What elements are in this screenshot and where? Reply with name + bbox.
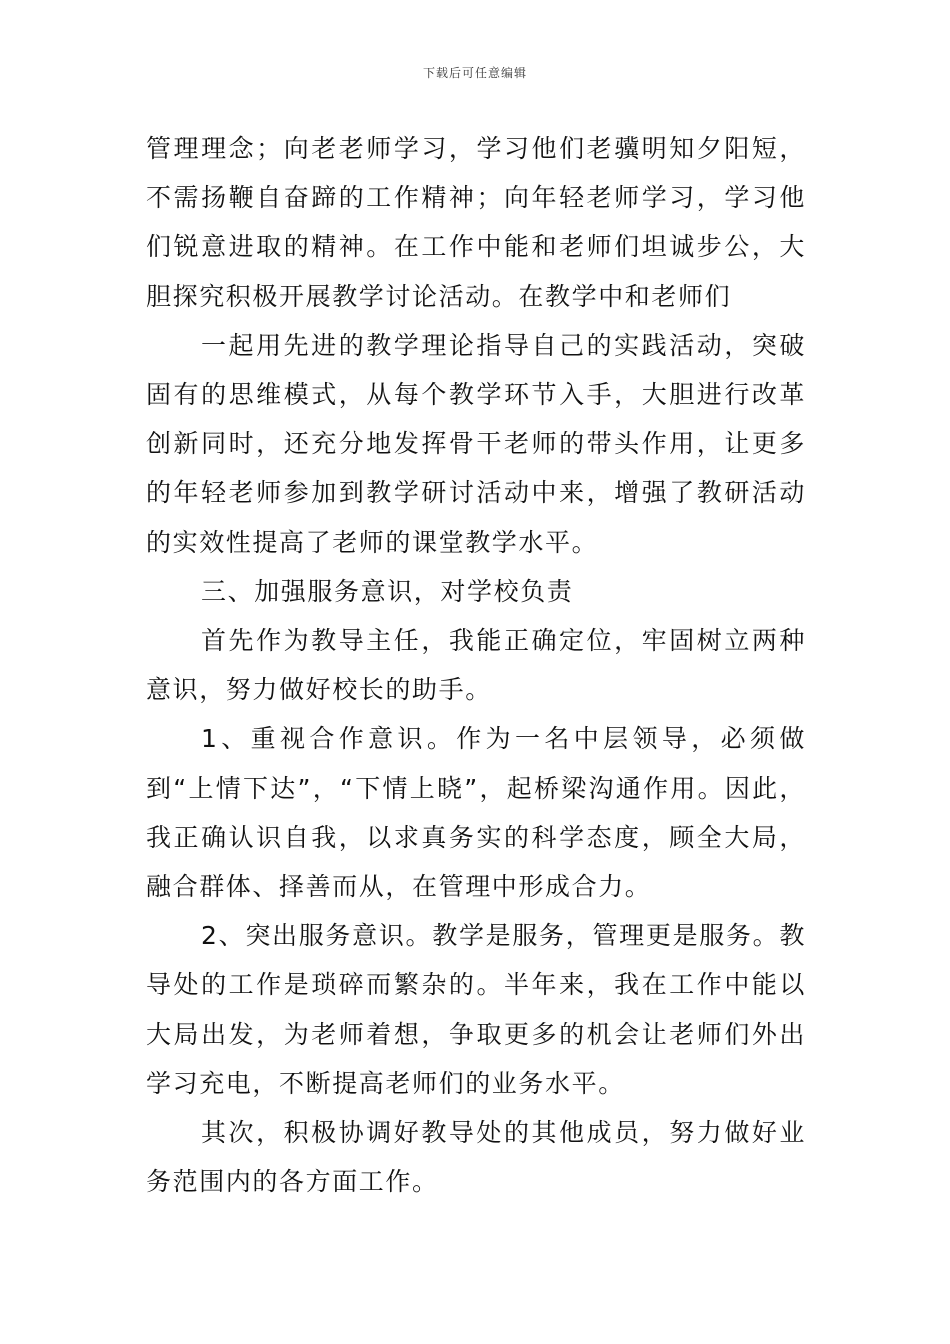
paragraph-1: 管理理念；向老老师学习，学习他们老骥明知夕阳短，不需扬鞭自奋蹄的工作精神；向年轻老师学习，学习他们锐意进取的精神。在工作中能和老师们坦诚步公，大胆探究积极开展教学讨论活动。在教学中和老师们 bbox=[146, 134, 806, 311]
section-heading: 三、加强服务意识，对学校负责 bbox=[201, 576, 574, 606]
paragraph-3: 首先作为教导主任，我能正确定位，牢固树立两种意识，努力做好校长的助手。 bbox=[146, 626, 806, 705]
document-body bbox=[146, 124, 806, 1206]
paragraph-5: 2、突出服务意识。教学是服务，管理更是服务。教导处的工作是琐碎而繁杂的。半年来，我在工作中能以大局出发，为老师着想，争取更多的机会让老师们外出学习充电，不断提高老师们的业务水平。 bbox=[146, 921, 806, 1098]
page-header: 下载后可任意编辑 bbox=[422, 66, 527, 80]
paragraph-6: 其次，积极协调好教导处的其他成员，努力做好业务范围内的各方面工作。 bbox=[146, 1118, 806, 1197]
paragraph-4: 1、重视合作意识。作为一名中层领导，必须做到“上情下达”，“下情上晓”，起桥梁沟通作用。因此，我正确认识自我，以求真务实的科学态度，顾全大局，融合群体、择善而从，在管理中形成合力。 bbox=[146, 724, 806, 902]
paragraph-2: 一起用先进的教学理论指导自己的实践活动，突破固有的思维模式，从每个教学环节入手，大胆进行改革创新同时，还充分地发挥骨干老师的带头作用，让更多的年轻老师参加到教学研讨活动中来，增强了教研活动的实效性提高了老师的课堂教学水平。 bbox=[146, 330, 806, 557]
